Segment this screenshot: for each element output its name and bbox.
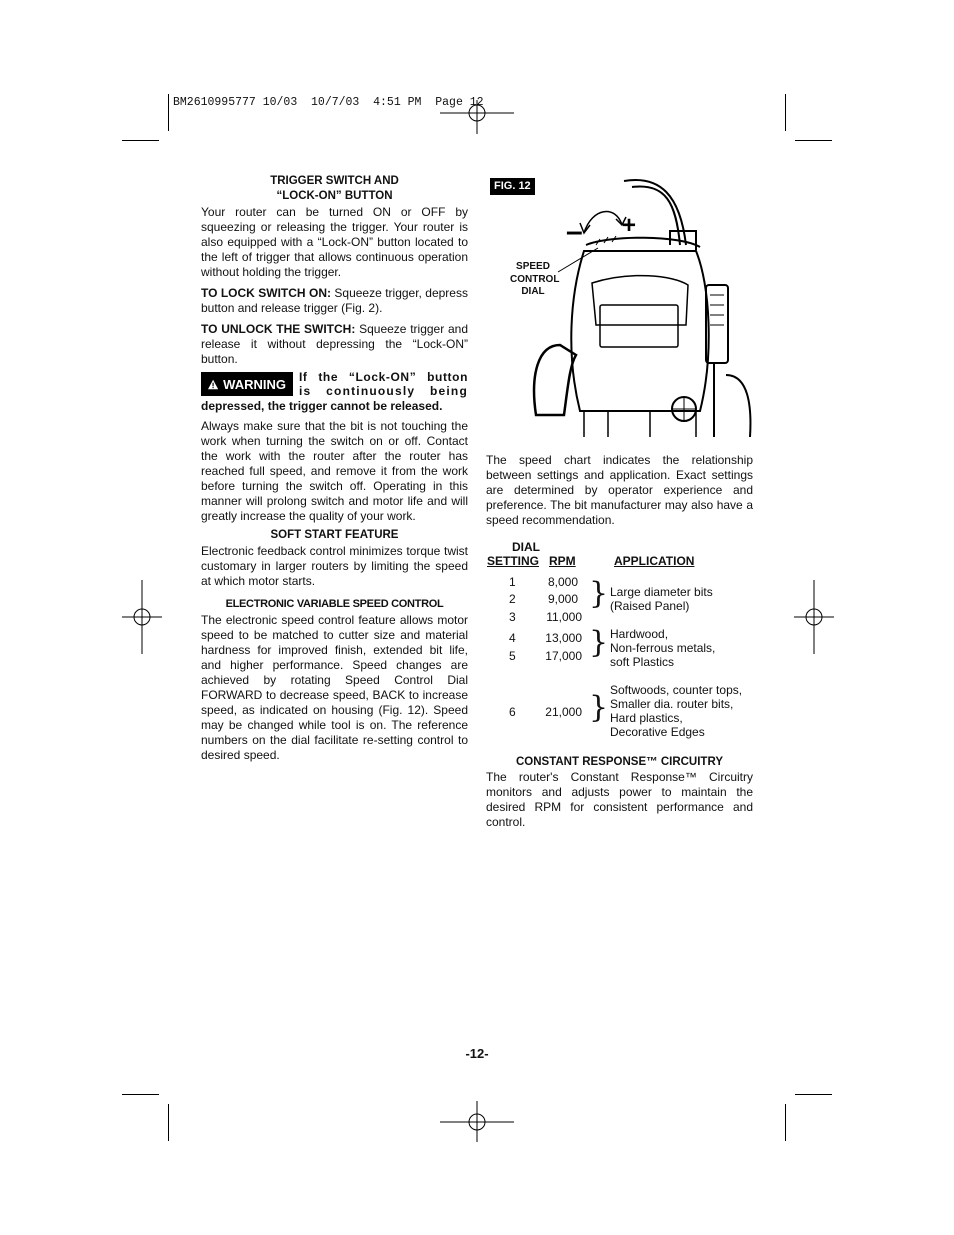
setting-2: 2 bbox=[509, 592, 516, 606]
speed-chart-body: The speed chart indicates the relationship between settings and application. Exact settings are determined by operator experience and preference. The bit manufacturer may also have a speed recommendation. bbox=[486, 453, 753, 527]
rpm-6: 21,000 bbox=[545, 705, 582, 719]
col-setting: SETTING bbox=[487, 554, 540, 568]
warning-label: WARNING bbox=[223, 376, 286, 392]
dial-label: DIAL bbox=[512, 540, 540, 554]
setting-1: 1 bbox=[509, 575, 516, 589]
app-group-2-line2: Non-ferrous metals, bbox=[610, 641, 716, 655]
speed-table bbox=[486, 540, 753, 750]
unlock-label: TO UNLOCK THE SWITCH: bbox=[201, 322, 356, 336]
constant-body: The router's Constant Response™ Circuitry monitors and adjusts power to maintain the desired RPM for consistent performance and control. bbox=[486, 770, 753, 829]
brace-group-1: } bbox=[589, 576, 609, 611]
app-group-2-line3: soft Plastics bbox=[610, 655, 675, 669]
page-number: -12- bbox=[465, 1046, 489, 1061]
rpm-4: 13,000 bbox=[545, 631, 582, 645]
lock-label: TO LOCK SWITCH ON: bbox=[201, 286, 331, 300]
rpm-5: 17,000 bbox=[545, 649, 582, 663]
soft-start-body: Electronic feedback control minimizes torque twist customary in larger routers by limiting the speed at which motor starts. bbox=[201, 544, 468, 588]
rpm-3: 11,000 bbox=[546, 610, 582, 624]
left-column-lower bbox=[201, 419, 468, 769]
setting-3: 3 bbox=[509, 610, 516, 624]
plus-sign: + bbox=[622, 212, 637, 239]
warning-badge bbox=[201, 372, 293, 396]
constant-response-section bbox=[486, 755, 753, 836]
app-group-3-line3: Hard plastics, bbox=[610, 711, 683, 725]
router-illustration bbox=[500, 175, 760, 445]
minus-sign: – bbox=[566, 215, 583, 248]
unlock-body: Squeeze trigger and release it without depressing the “Lock-ON” button. bbox=[201, 322, 468, 366]
callout-dial: DIAL bbox=[521, 286, 545, 297]
setting-5: 5 bbox=[509, 649, 516, 663]
warning-text-line1: If the “Lock-ON” button bbox=[299, 370, 468, 384]
app-group-1-line1: Large diameter bits bbox=[610, 585, 713, 599]
lock-body: Squeeze trigger, depress button and release trigger (Fig. 2). bbox=[201, 286, 468, 315]
rpm-1: 8,000 bbox=[547, 575, 578, 589]
left-column bbox=[201, 174, 468, 373]
right-column bbox=[486, 453, 753, 534]
app-group-1-line2: (Raised Panel) bbox=[610, 599, 690, 613]
evsc-body: The electronic speed control feature allows motor speed to be matched to cutter size and material hardness for improved finish, extended bit life, and higher performance. Speed changes are achieved by rotating Speed Control Dial FORWARD to decrease speed, BACK to increase speed, as indicated on housing (Fig. 12). Speed may be changed while tool is on. The reference numbers on the dial facilitate re-setting control to desired speed. bbox=[201, 613, 468, 762]
warning-text-line3: depressed, the trigger cannot be released. bbox=[201, 399, 443, 413]
trigger-heading-line2: “LOCK-ON” BUTTON bbox=[276, 190, 393, 202]
setting-6: 6 bbox=[509, 705, 516, 719]
brace-group-2: } bbox=[589, 625, 609, 660]
always-body: Always make sure that the bit is not touching the work when turning the switch on or off. Contact the work with the router after the router has reached full speed, and remove it from the work before turning the switch off. Operating in this manner will prolong switch and motor life and will greatly increase the quality of your work. bbox=[201, 419, 468, 523]
callout-control: CONTROL bbox=[510, 274, 560, 285]
constant-heading: CONSTANT RESPONSE™ CIRCUITRY bbox=[515, 756, 723, 768]
trigger-body: Your router can be turned ON or OFF by squeezing or releasing the trigger. Your router is also equipped with a “Lock-ON” button located to the left of trigger that allows continuous operation without holding the trigger. bbox=[201, 205, 468, 279]
warning-text-line2: is continuously being bbox=[299, 384, 468, 398]
lock-instructions bbox=[201, 286, 468, 316]
print-slug: BM2610995777 10/03 10/7/03 4:51 PM Page 12 bbox=[173, 96, 484, 109]
rpm-2: 9,000 bbox=[547, 592, 578, 606]
app-group-3-line4: Decorative Edges bbox=[610, 725, 705, 739]
brace-group-3: } bbox=[589, 690, 609, 725]
callout-speed: SPEED bbox=[516, 261, 550, 272]
figure-tag: FIG. 12 bbox=[490, 178, 535, 195]
soft-start-heading: SOFT START FEATURE bbox=[270, 529, 399, 541]
col-application: APPLICATION bbox=[614, 554, 695, 568]
evsc-heading: ELECTRONIC VARIABLE SPEED CONTROL bbox=[225, 598, 444, 610]
col-rpm: RPM bbox=[549, 554, 576, 568]
app-group-3-line2: Smaller dia. router bits, bbox=[610, 697, 734, 711]
warning-triangle-icon bbox=[208, 378, 218, 391]
trigger-heading-line1: TRIGGER SWITCH AND bbox=[270, 175, 399, 187]
setting-4: 4 bbox=[509, 631, 516, 645]
unlock-instructions bbox=[201, 322, 468, 367]
app-group-2-line1: Hardwood, bbox=[610, 627, 669, 641]
app-group-3-line1: Softwoods, counter tops, bbox=[610, 683, 743, 697]
